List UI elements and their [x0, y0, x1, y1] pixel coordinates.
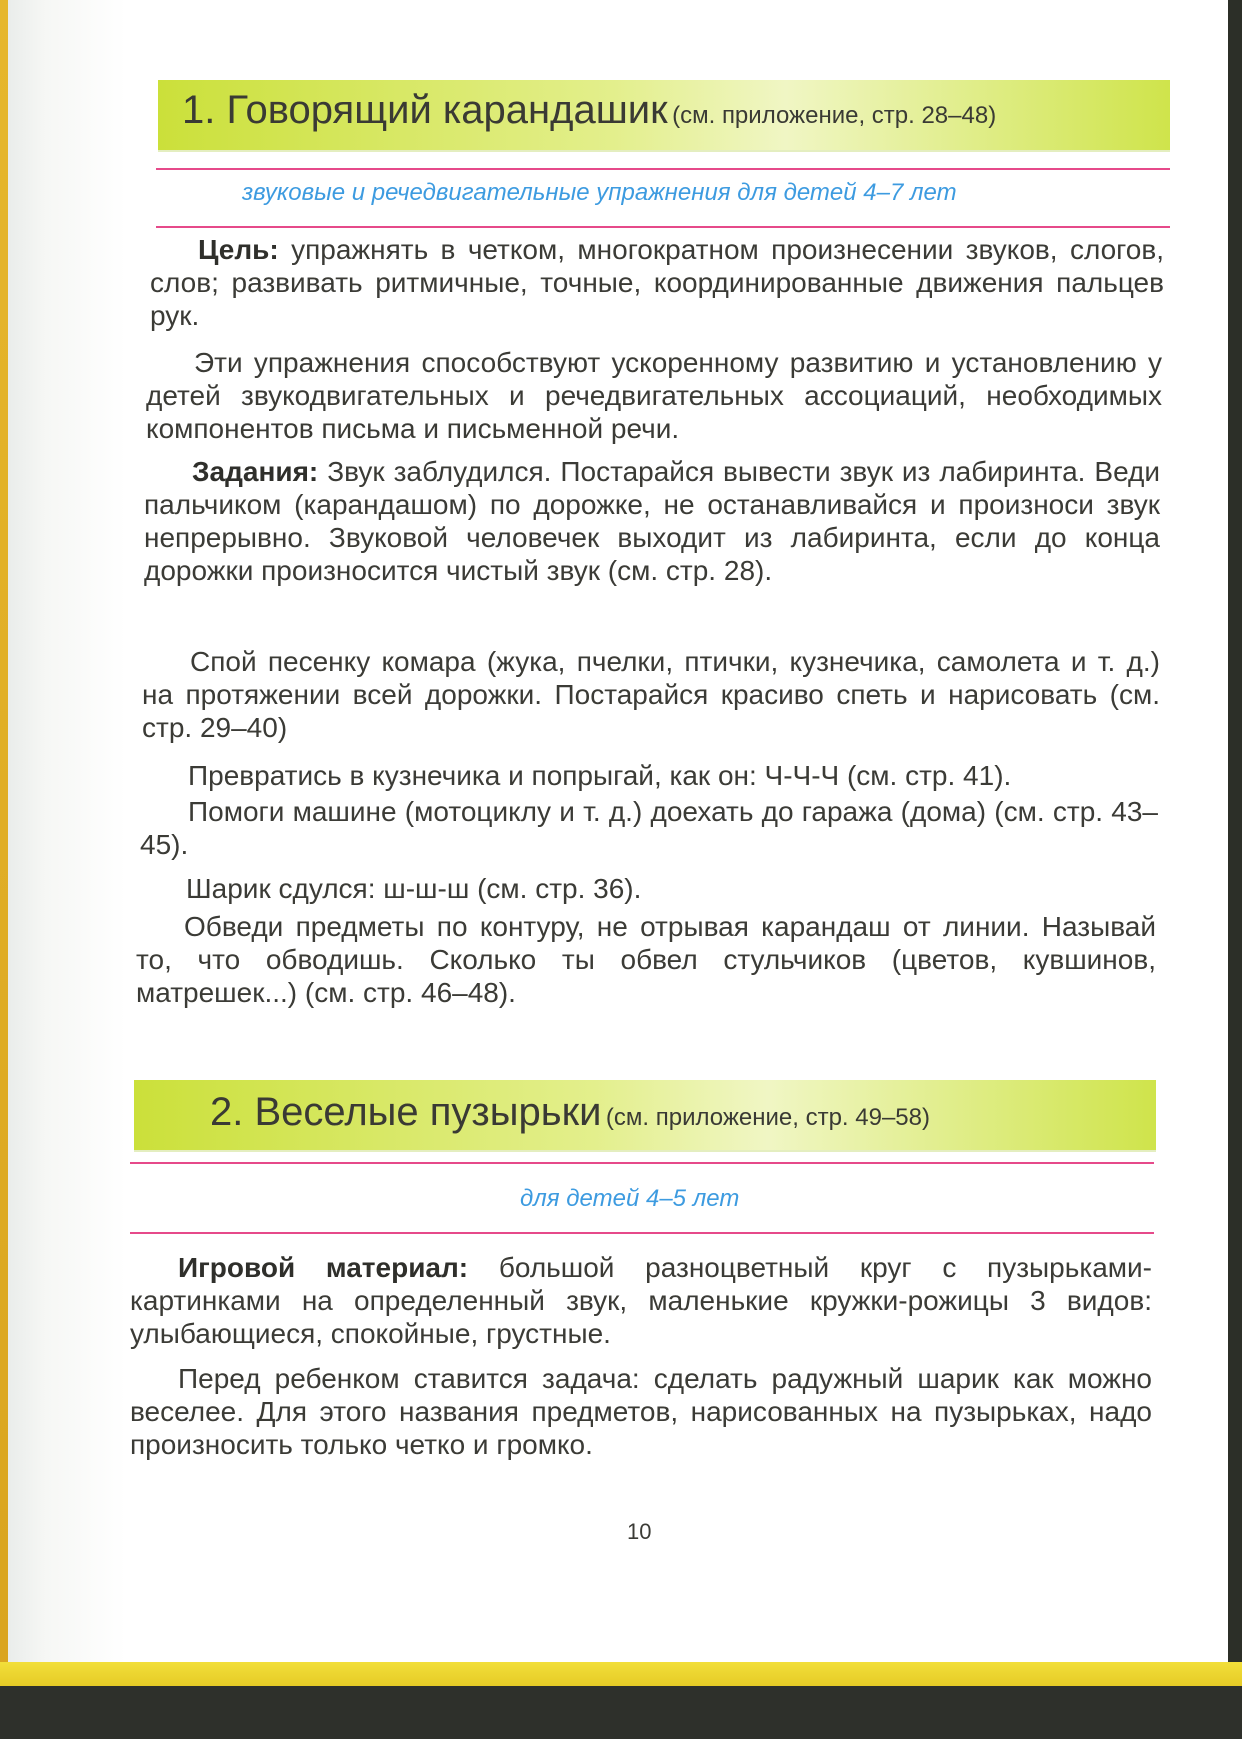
section1-title: 1. Говорящий карандашик: [182, 88, 668, 132]
section1-paragraph-4: Спой песенку комара (жука, пчелки, птички, кузнечика, самолета и т. д.) на протяжении всей дорожки. Постарайся красиво спеть и нарисовать (см. стр. 29–40): [142, 646, 1160, 743]
section2-rule-top: [130, 1162, 1154, 1164]
section1-paragraph-7: Шарик сдулся: ш-ш-ш (см. стр. 36).: [186, 873, 642, 904]
section1-ref: (см. приложение, стр. 28–48): [672, 102, 997, 129]
section2-heading: [210, 1090, 930, 1135]
section1-subtitle: звуковые и речедвигательные упражнения для детей 4–7 лет: [242, 179, 957, 206]
goal-label: Цель:: [198, 234, 279, 265]
material-label: Игровой материал:: [178, 1252, 469, 1283]
background-surface: [0, 1686, 1242, 1739]
section1-tasks-paragraph: [144, 455, 1160, 587]
section1-rule-bottom: [156, 226, 1170, 228]
section1-heading: [182, 88, 996, 133]
section2-paragraph-2: Перед ребенком ставится задача: сделать радужный шарик как можно веселее. Для этого названия предметов, нарисованных на пузырьках, надо произносить только четко и громко.: [130, 1363, 1152, 1460]
book-cover-edge-bottom: [0, 1662, 1242, 1686]
section1-paragraph-5: Превратись в кузнечика и попрыгай, как он: Ч-Ч-Ч (см. стр. 41).: [188, 760, 1012, 791]
section1-paragraph-6: Помоги машине (мотоциклу и т. д.) доехать до гаража (дома) (см. стр. 43–45).: [140, 796, 1158, 860]
material-text: большой разноцветный круг с пузырьками-картинками на определенный звук, маленькие кружки-рожицы 3 видов: улыбающиеся, спокойные, грустные.: [130, 1252, 1152, 1349]
section2-rule-bottom: [130, 1232, 1154, 1234]
section2-ref: (см. приложение, стр. 49–58): [605, 1104, 930, 1131]
section2-title: 2. Веселые пузырьки: [210, 1090, 602, 1134]
tasks-text: Звук заблудился. Постарайся вывести звук из лабиринта. Веди пальчиком (карандашом) по дорожке, не останавливайся и произноси звук непрерывно. Звуковой человечек выходит из лабиринта, если до конца дорожки произносится чистый звук (см. стр. 28).: [144, 456, 1160, 586]
section1-rule-top: [156, 168, 1170, 170]
tasks-label: Задания:: [192, 456, 319, 487]
section2-subtitle: для детей 4–5 лет: [520, 1185, 740, 1212]
goal-text: упражнять в четком, многократном произнесении звуков, слогов, слов; развивать ритмичные, точные, координированные движения пальцев рук.: [150, 234, 1165, 331]
book-cover-edge-left: [0, 0, 8, 1739]
page-number: 10: [627, 1519, 652, 1544]
section1-paragraph-8: Обведи предметы по контуру, не отрывая карандаш от линии. Называй то, что обводишь. Сколько ты обвел стульчиков (цветов, кувшинов, матрешек...) (см. стр. 46–48).: [136, 911, 1156, 1008]
section1-goal-paragraph: [150, 233, 1164, 332]
section1-paragraph-2: Эти упражнения способствуют ускоренному развитию и установлению у детей звукодвигательных и речедвигательных ассоциаций, необходимых компонентов письма и письменной речи.: [146, 347, 1162, 444]
section2-material-paragraph: [130, 1251, 1152, 1350]
